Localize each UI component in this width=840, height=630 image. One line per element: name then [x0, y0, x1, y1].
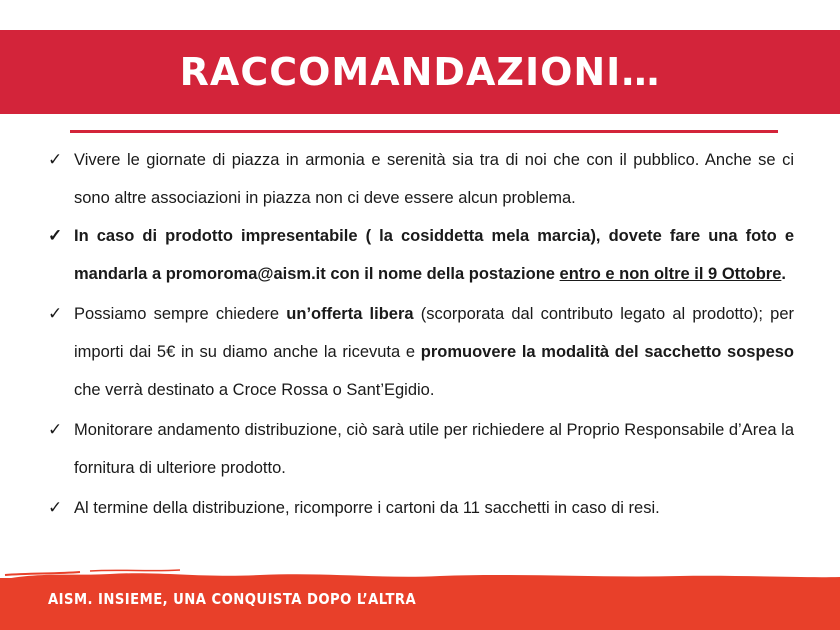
title-banner — [0, 30, 840, 114]
emphasis-text: promuovere la modalità del sacchetto sospeso — [420, 343, 794, 361]
item-text: (scorporata dal contributo legato al prodotto); per importi dai 5€ in su diamo anche la ricevuta e — [74, 305, 795, 361]
item-text: Al termine della distribuzione, ricomporre i cartoni da 11 sacchetti in caso di resi. — [74, 499, 660, 517]
check-icon: ✓ — [48, 304, 63, 323]
item-text: Possiamo sempre chiedere — [74, 305, 287, 323]
check-icon: ✓ — [48, 226, 63, 245]
check-icon: ✓ — [48, 150, 63, 169]
check-icon: ✓ — [48, 498, 63, 517]
item-text-end: . — [781, 265, 786, 283]
item-text: Vivere le giornate di piazza in armonia e serenità sia tra di noi che con il pubblico. Anche se ci sono altre associazioni in piazza non ci deve essere alcun problema. — [74, 151, 794, 207]
list-item — [48, 141, 794, 217]
emphasis-text: un’offerta libera — [286, 305, 414, 323]
list-item — [48, 217, 794, 293]
item-text: In caso di prodotto impresentabile ( la cosiddetta mela marcia), dovete fare una foto e mandarla a promoroma@aism.it con il nome della postazione — [74, 227, 794, 283]
list-item — [48, 295, 794, 409]
item-text: che verrà destinato a Croce Rossa o Sant’Egidio. — [74, 381, 435, 399]
item-text: Monitorare andamento distribuzione, ciò sarà utile per richiedere al Proprio Responsabile d’Area la fornitura di ulteriore prodotto. — [74, 421, 794, 477]
slide-title: RACCOMANDAZIONI… — [179, 50, 661, 94]
title-divider — [70, 130, 778, 133]
deadline-text: entro e non oltre il 9 Ottobre — [559, 265, 782, 283]
check-icon: ✓ — [48, 420, 63, 439]
recommendations-list — [48, 141, 794, 527]
list-item — [48, 489, 794, 527]
footer-slogan: AISM. INSIEME, UNA CONQUISTA DOPO L’ALTRA — [48, 590, 417, 608]
list-item — [48, 411, 794, 487]
